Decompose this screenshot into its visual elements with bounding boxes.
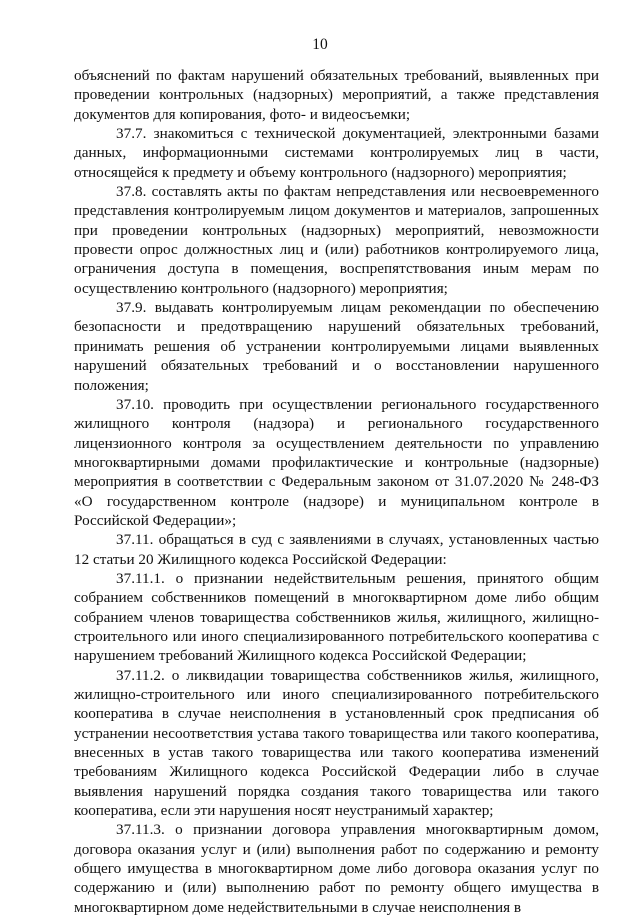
paragraph-37-11-3: 37.11.3. о признании договора управления многоквартирным домом, договора оказания услуг и (или) выполнения работ по содержанию и ремонту общего имущества в многоквартирном доме либо договора оказания услуг по содержанию и (или) выполнению работ по ремонту общего имущества в многоквартирном доме недействительными в случае неисполнения в [74, 821, 599, 916]
paragraph-37-11: 37.11. обращаться в суд с заявлениями в случаях, установленных частью 12 статьи 20 Жилищного кодекса Российской Федерации: [74, 531, 599, 568]
paragraph-37-9: 37.9. выдавать контролируемым лицам рекомендации по обеспечению безопасности и предотвращению нарушений обязательных требований, принимать решения об устранении контролируемыми лицами выявленных нарушений обязательных требований и о восстановлении нарушенного положения; [74, 299, 599, 394]
paragraph-37-10: 37.10. проводить при осуществлении регионального государственного жилищного контроля (надзора) и регионального государственного лицензионного контроля за осуществлением деятельности по управлению многоквартирными домами профилактические и контрольные (надзорные) мероприятия в соответствии с Федеральным законом от 31.07.2020 № 248-ФЗ «О государственном контроле (надзоре) и муниципальном контроле в Российской Федерации»; [74, 395, 599, 529]
document-body [74, 66, 599, 917]
paragraph-37-8: 37.8. составлять акты по фактам непредставления или несвоевременного представления контролируемым лицом документов и материалов, запрошенных при проведении контрольных (надзорных) мероприятий, невозможности провести опрос должностных лиц и (или) работников контролируемого лица, ограничения доступа в помещения, воспрепятствования иным мерам по осуществлению контрольного (надзорного) мероприятия; [74, 183, 599, 297]
paragraph-37-7: 37.7. знакомиться с технической документацией, электронными базами данных, информационными системами контролируемых лиц в части, относящейся к предмету и объему контрольного (надзорного) мероприятия; [74, 125, 599, 181]
paragraph-37-11-2: 37.11.2. о ликвидации товарищества собственников жилья, жилищного, жилищно-строительного или иного специализированного потребительского кооператива в случае неисполнения в установленный срок предписания об устранении несоответствия устава такого товарищества или такого кооператива, внесенных в устав такого товарищества или такого кооператива изменений требованиям Жилищного кодекса Российской Федерации либо в случае выявления нарушений порядка создания такого товарищества или такого кооператива, если эти нарушения носят неустранимый характер; [74, 666, 599, 820]
paragraph-37-11-1: 37.11.1. о признании недействительным решения, принятого общим собранием собственников помещений в многоквартирном доме либо общим собранием членов товарищества собственников жилья, жилищного, жилищно-строительного или иного специализированного потребительского кооператива с нарушением требований Жилищного кодекса Российской Федерации; [74, 569, 599, 665]
paragraph-continuation: объяснений по фактам нарушений обязательных требований, выявленных при проведении контрольных (надзорных) мероприятий, а также представления документов для копирования, фото- и видеосъемки; [74, 67, 599, 123]
page-number: 10 [312, 36, 328, 53]
